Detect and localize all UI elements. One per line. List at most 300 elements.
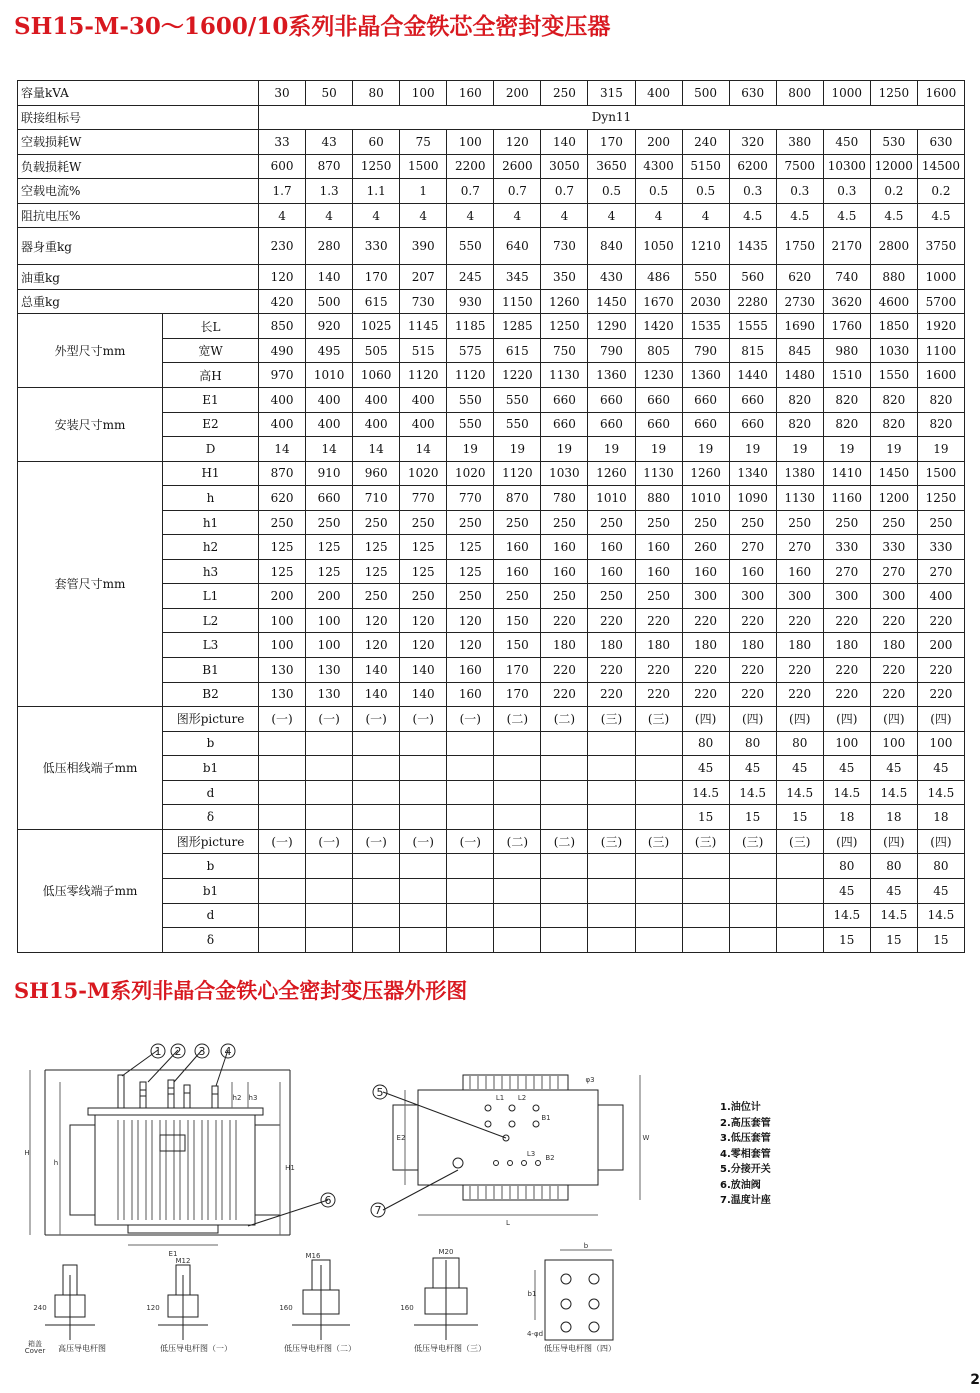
group-label: 低压相线端子mm [18,707,163,830]
side-view [30,1044,335,1245]
value-cell: 530 [870,130,917,155]
value-cell: 1100 [917,338,964,363]
value-cell: 15 [776,805,823,830]
value-cell: 220 [541,682,588,707]
value-cell: 1.3 [306,179,353,204]
value-cell: 170 [588,130,635,155]
value-cell: 10300 [823,154,870,179]
value-cell: 180 [635,633,682,658]
value-cell: (四) [823,707,870,732]
dim-h: H [24,1149,30,1157]
value-cell [494,854,541,879]
value-cell: 1145 [400,314,447,339]
sub-label: L2 [163,608,259,633]
value-cell: 180 [870,633,917,658]
value-cell [353,903,400,928]
value-cell [635,805,682,830]
value-cell: 880 [635,486,682,511]
value-cell: 250 [635,510,682,535]
value-cell: 220 [729,658,776,683]
value-cell: 920 [306,314,353,339]
value-cell [541,854,588,879]
value-cell: 1410 [823,461,870,486]
value-cell: 270 [729,535,776,560]
value-cell: 19 [729,437,776,462]
value-cell: 45 [870,878,917,903]
value-cell [541,928,588,953]
table-row [18,289,965,314]
value-cell: 6200 [729,154,776,179]
capacity-cell: 315 [588,81,635,106]
value-cell: 1690 [776,314,823,339]
legend-item: 6.放油阀 [720,1179,761,1191]
table-row [18,265,965,290]
value-cell: 100 [259,608,306,633]
value-cell: 1050 [635,228,682,265]
capacity-cell: 500 [682,81,729,106]
dim-l: L [506,1219,510,1227]
value-cell: 1450 [588,289,635,314]
value-cell: 3650 [588,154,635,179]
value-cell: (二) [494,829,541,854]
value-cell: 1185 [447,314,494,339]
value-cell: 1510 [823,363,870,388]
value-cell: 660 [635,412,682,437]
value-cell: 660 [541,412,588,437]
dim-h1: H1 [285,1164,295,1172]
callout-6: 6 [324,1194,332,1207]
value-cell: 250 [541,584,588,609]
value-cell: (三) [729,829,776,854]
value-cell: 615 [353,289,400,314]
value-cell: (一) [259,829,306,854]
sub-label: δ [163,805,259,830]
value-cell: 250 [682,510,729,535]
dim-l3: L3 [526,1150,536,1158]
value-cell: 14 [400,437,447,462]
value-cell: 14.5 [776,780,823,805]
dim-h3: h3 [248,1094,258,1102]
value-cell: 220 [776,608,823,633]
value-cell: 4.5 [870,203,917,228]
value-cell: 170 [494,682,541,707]
value-cell: 80 [823,854,870,879]
value-cell: 930 [447,289,494,314]
value-cell: 12000 [870,154,917,179]
value-cell: 160 [494,559,541,584]
value-cell: 1120 [400,363,447,388]
value-cell: 220 [823,658,870,683]
dim-120: 120 [146,1304,160,1312]
value-cell [588,903,635,928]
value-cell [635,731,682,756]
value-cell [306,780,353,805]
value-cell: (一) [259,707,306,732]
value-cell: 160 [447,682,494,707]
value-cell: 250 [588,510,635,535]
value-cell: 820 [917,388,964,413]
value-cell: 840 [588,228,635,265]
value-cell: 4 [682,203,729,228]
dim-l1: L1 [495,1094,505,1102]
value-cell: (一) [353,829,400,854]
row-label: 器身重kg [18,228,259,265]
value-cell: (三) [682,829,729,854]
value-cell: 220 [541,608,588,633]
value-cell: 330 [823,535,870,560]
value-cell: 18 [870,805,917,830]
value-cell: 1020 [447,461,494,486]
caption-lv-rod-4: 低压导电杆图（四） [544,1344,616,1353]
sub-label: 图形picture [163,829,259,854]
value-cell: 1150 [494,289,541,314]
row-label: 总重kg [18,289,259,314]
value-cell: 130 [306,658,353,683]
value-cell: (一) [306,707,353,732]
value-cell: 820 [776,388,823,413]
group-label: 安装尺寸mm [18,388,163,462]
value-cell [259,928,306,953]
value-cell: 1440 [729,363,776,388]
value-cell: 400 [306,412,353,437]
value-cell: 500 [306,289,353,314]
value-cell: 1160 [823,486,870,511]
value-cell: 0.2 [917,179,964,204]
value-cell: 220 [541,658,588,683]
table-row [18,388,965,413]
value-cell: 125 [306,559,353,584]
value-cell: 640 [494,228,541,265]
value-cell: (四) [682,707,729,732]
value-cell [306,731,353,756]
value-cell [353,805,400,830]
value-cell: 450 [823,130,870,155]
outline-title: SH15-M系列非晶合金铁心全密封变压器外形图 [14,978,468,1003]
value-cell [259,780,306,805]
value-cell [494,780,541,805]
value-cell: 5700 [917,289,964,314]
value-cell: 4 [353,203,400,228]
value-cell: 2200 [447,154,494,179]
capacity-cell: 200 [494,81,541,106]
value-cell: 820 [870,412,917,437]
top-view [371,1075,640,1217]
value-cell: 220 [917,682,964,707]
value-cell: 820 [870,388,917,413]
value-cell: 14.5 [823,903,870,928]
value-cell: 0.3 [729,179,776,204]
value-cell: 575 [447,338,494,363]
value-cell: 19 [541,437,588,462]
value-cell: 45 [823,756,870,781]
value-cell: 1290 [588,314,635,339]
value-cell [353,878,400,903]
group-label: 套管尺寸mm [18,461,163,706]
value-cell [588,731,635,756]
value-cell: 1090 [729,486,776,511]
value-cell: 300 [729,584,776,609]
value-cell: 1210 [682,228,729,265]
cover-cn: 箱盖 [28,1340,42,1348]
value-cell: 4 [259,203,306,228]
value-cell: 125 [400,559,447,584]
value-cell [541,731,588,756]
value-cell: 19 [823,437,870,462]
value-cell [400,903,447,928]
value-cell [776,854,823,879]
dim-b: b [583,1242,589,1250]
value-cell: 250 [353,584,400,609]
value-cell: 140 [353,682,400,707]
value-cell: 120 [353,608,400,633]
value-cell: 850 [259,314,306,339]
value-cell: 250 [259,510,306,535]
callout-2: 2 [174,1045,182,1058]
value-cell [682,903,729,928]
value-cell: 1.7 [259,179,306,204]
value-cell: 120 [353,633,400,658]
value-cell: 1920 [917,314,964,339]
value-cell [588,780,635,805]
capacity-cell: 800 [776,81,823,106]
value-cell: 250 [917,510,964,535]
value-cell: 4 [588,203,635,228]
value-cell: 1420 [635,314,682,339]
value-cell: 0.5 [635,179,682,204]
value-cell: 1360 [588,363,635,388]
value-cell: 250 [729,510,776,535]
capacity-cell: 100 [400,81,447,106]
value-cell: 250 [447,584,494,609]
sub-label: D [163,437,259,462]
dim-240: 240 [33,1304,47,1312]
value-cell: 45 [729,756,776,781]
value-cell [541,878,588,903]
sub-label: h1 [163,510,259,535]
table-row [18,154,965,179]
value-cell: 490 [259,338,306,363]
dim-h2: h2 [232,1094,242,1102]
sub-label: δ [163,928,259,953]
value-cell: 250 [870,510,917,535]
value-cell: 780 [541,486,588,511]
value-cell: 2600 [494,154,541,179]
value-cell: 14.5 [682,780,729,805]
value-cell: 45 [917,756,964,781]
value-cell [494,928,541,953]
value-cell [494,805,541,830]
value-cell: 150 [494,633,541,658]
value-cell: 1260 [682,461,729,486]
value-cell: 120 [400,608,447,633]
table-row [18,829,965,854]
value-cell: 4.5 [823,203,870,228]
value-cell: 790 [588,338,635,363]
value-cell: 14 [259,437,306,462]
value-cell: 270 [776,535,823,560]
sub-label: E2 [163,412,259,437]
value-cell: 400 [259,412,306,437]
value-cell: 170 [494,658,541,683]
value-cell: 130 [259,682,306,707]
value-cell: 5150 [682,154,729,179]
value-cell: 220 [682,658,729,683]
thread-m16: M16 [305,1252,321,1260]
capacity-cell: 400 [635,81,682,106]
value-cell: 550 [447,412,494,437]
value-cell: 820 [776,412,823,437]
value-cell: 1260 [541,289,588,314]
sub-label: b [163,854,259,879]
value-cell: 660 [588,412,635,437]
capacity-cell: 1600 [917,81,964,106]
callout-3: 3 [198,1045,206,1058]
value-cell: 75 [400,130,447,155]
value-cell [259,805,306,830]
value-cell: 1010 [682,486,729,511]
capacity-cell: 50 [306,81,353,106]
value-cell: 1020 [400,461,447,486]
value-cell: 400 [400,412,447,437]
value-cell: (一) [306,829,353,854]
value-cell [494,756,541,781]
value-cell: 1380 [776,461,823,486]
dim-w: W [642,1134,650,1142]
value-cell: 80 [729,731,776,756]
value-cell: 660 [588,388,635,413]
value-cell: 250 [541,510,588,535]
value-cell: 80 [870,854,917,879]
value-cell: 740 [823,265,870,290]
capacity-cell: 160 [447,81,494,106]
value-cell: 3750 [917,228,964,265]
value-cell: 270 [823,559,870,584]
value-cell: 45 [917,878,964,903]
value-cell: 805 [635,338,682,363]
value-cell: 45 [823,878,870,903]
capacity-cell: 80 [353,81,400,106]
value-cell: 660 [682,388,729,413]
value-cell: 280 [306,228,353,265]
value-cell: 140 [306,265,353,290]
value-cell: 200 [259,584,306,609]
value-cell: 100 [823,731,870,756]
value-cell: 400 [353,388,400,413]
value-cell [588,805,635,830]
caption-lv-rod-3: 低压导电杆图（三） [414,1344,486,1353]
value-cell: 1360 [682,363,729,388]
value-cell: 4.5 [776,203,823,228]
callout-4: 4 [224,1045,232,1058]
callout-5: 5 [376,1086,384,1099]
sub-label: 高H [163,363,259,388]
value-cell: 770 [447,486,494,511]
value-cell: 505 [353,338,400,363]
value-cell: (一) [400,707,447,732]
value-cell: 615 [494,338,541,363]
row-label: 容量kVA [18,81,259,106]
value-cell: 15 [870,928,917,953]
value-cell [306,805,353,830]
value-cell [353,756,400,781]
value-cell [306,903,353,928]
value-cell: 1060 [353,363,400,388]
value-cell: 125 [400,535,447,560]
value-cell: (四) [776,707,823,732]
value-cell: 220 [917,658,964,683]
value-cell [729,903,776,928]
value-cell: 180 [776,633,823,658]
value-cell: 250 [494,510,541,535]
value-cell: 330 [353,228,400,265]
value-cell [588,756,635,781]
value-cell: 14.5 [729,780,776,805]
table-row [18,130,965,155]
value-cell: 1025 [353,314,400,339]
caption-lv-rod-1: 低压导电杆图（一） [160,1344,232,1353]
value-cell: 660 [682,412,729,437]
sub-label: B1 [163,658,259,683]
value-cell: 220 [870,682,917,707]
value-cell: 730 [541,228,588,265]
value-cell [259,731,306,756]
value-cell: 550 [494,412,541,437]
value-cell: 4 [494,203,541,228]
value-cell: 18 [823,805,870,830]
thread-m20: M20 [438,1248,454,1256]
table-row [18,203,965,228]
value-cell: 550 [447,388,494,413]
value-cell: (一) [447,829,494,854]
value-cell: 250 [400,510,447,535]
value-cell: (二) [541,829,588,854]
value-cell: 1130 [776,486,823,511]
dim-160-b: 160 [400,1304,414,1312]
value-cell [400,756,447,781]
value-cell: (四) [823,829,870,854]
value-cell: 660 [729,412,776,437]
value-cell: 660 [635,388,682,413]
value-cell: 420 [259,289,306,314]
value-cell: 220 [870,658,917,683]
value-cell: 0.7 [541,179,588,204]
value-cell: 910 [306,461,353,486]
value-cell: 550 [494,388,541,413]
value-cell: 1120 [447,363,494,388]
value-cell: 660 [306,486,353,511]
value-cell: 4 [541,203,588,228]
value-cell: (四) [870,829,917,854]
caption-hv-rod: 高压导电杆图 [58,1344,106,1353]
value-cell: 486 [635,265,682,290]
value-cell: 250 [635,584,682,609]
value-cell: 560 [729,265,776,290]
value-cell: 100 [870,731,917,756]
value-cell [541,780,588,805]
value-cell [541,756,588,781]
value-cell [353,731,400,756]
value-cell: 0.3 [776,179,823,204]
value-cell: 14.5 [870,780,917,805]
value-cell: 870 [494,486,541,511]
value-cell: 300 [870,584,917,609]
value-cell: 125 [447,535,494,560]
value-cell: 660 [729,388,776,413]
capacity-cell: 250 [541,81,588,106]
value-cell: (一) [400,829,447,854]
capacity-cell: 1250 [870,81,917,106]
value-cell [447,878,494,903]
